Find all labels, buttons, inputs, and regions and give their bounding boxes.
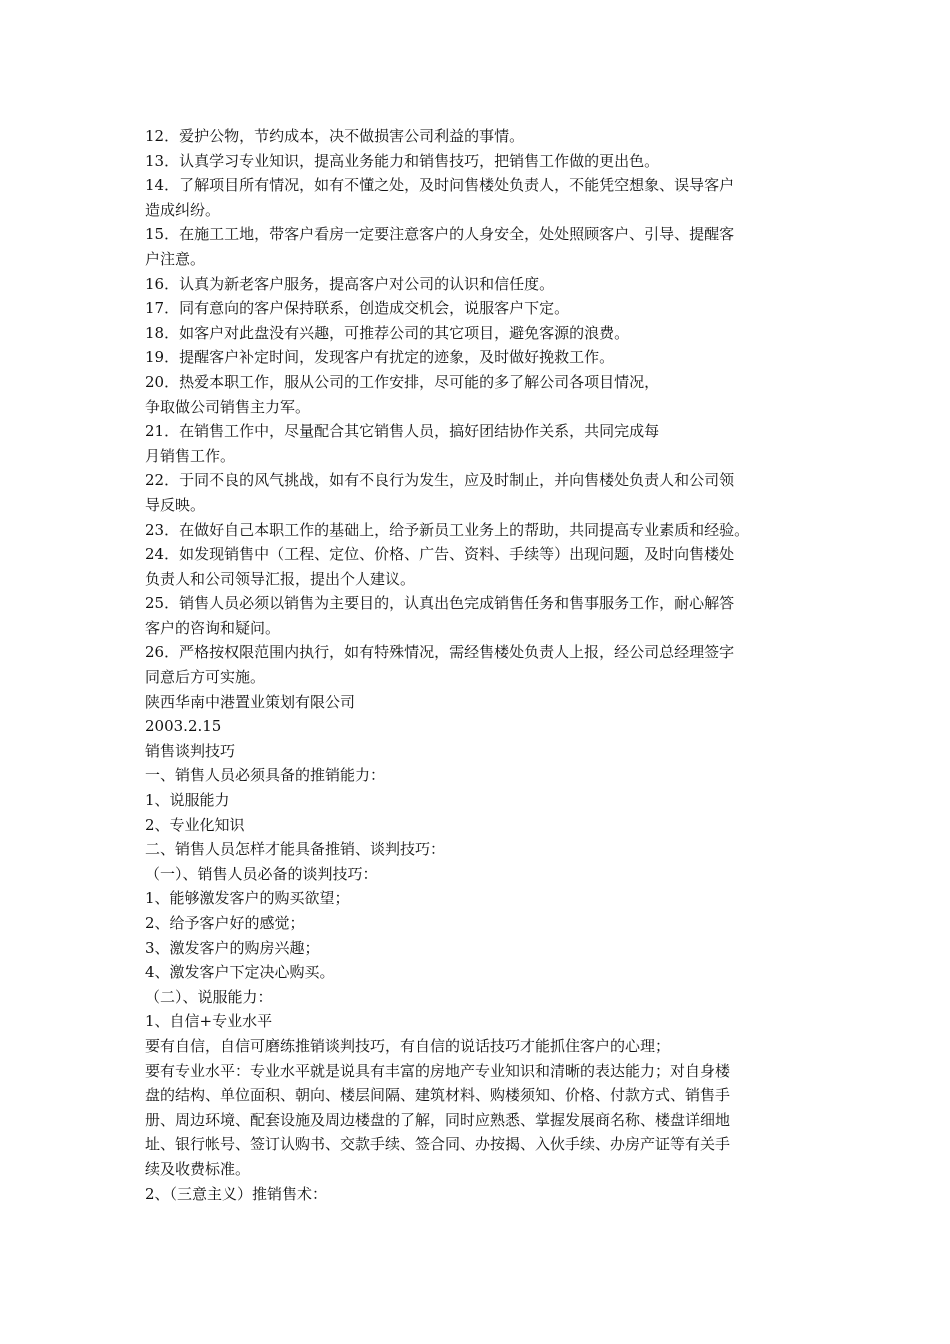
text-line: 24．如发现销售中（工程、定位、价格、广告、资料、手续等）出现问题，及时向售楼处 bbox=[145, 545, 735, 564]
text-line: 18．如客户对此盘没有兴趣，可推荐公司的其它项目，避免客源的浪费。 bbox=[145, 323, 630, 342]
text-line: 户注意。 bbox=[145, 249, 206, 268]
text-line: 址、银行帐号、签订认购书、交款手续、签合同、办按揭、入伙手续、办房产证等有关手 bbox=[145, 1135, 731, 1154]
subsection-heading: （一）、销售人员必备的谈判技巧： bbox=[145, 864, 378, 883]
text-line: 2、专业化知识 bbox=[145, 815, 245, 834]
text-line: 25．销售人员必须以销售为主要目的，认真出色完成销售任务和售事服务工作，耐心解答 bbox=[145, 594, 735, 613]
text-line: 20．热爱本职工作，服从公司的工作安排，尽可能的多了解公司各项目情况， bbox=[145, 372, 660, 391]
text-line: 1、能够激发客户的购买欲望； bbox=[145, 889, 350, 908]
document-body bbox=[145, 124, 810, 1206]
text-line: 要有专业水平：专业水平就是说具有丰富的房地产专业知识和清晰的表达能力；对自身楼 bbox=[145, 1061, 731, 1080]
company-name: 陕西华南中港置业策划有限公司 bbox=[145, 692, 356, 711]
text-line: 3、激发客户的购房兴趣； bbox=[145, 938, 320, 957]
text-line: 造成纠纷。 bbox=[145, 200, 221, 219]
document-date: 2003.2.15 bbox=[145, 717, 222, 736]
text-line: 月销售工作。 bbox=[145, 446, 236, 465]
text-line: 导反映。 bbox=[145, 495, 206, 514]
text-line: 4、激发客户下定决心购买。 bbox=[145, 963, 335, 982]
text-line: 2、给予客户好的感觉； bbox=[145, 914, 305, 932]
text-line: 21．在销售工作中，尽量配合其它销售人员，搞好团结协作关系，共同完成每 bbox=[145, 422, 660, 441]
section-heading: 一、销售人员必须具备的推销能力： bbox=[145, 766, 386, 785]
text-line: 22．于同不良的风气挑战，如有不良行为发生，应及时制止，并向售楼处负责人和公司领 bbox=[145, 471, 735, 490]
text-line: 客户的咨询和疑问。 bbox=[145, 618, 281, 637]
text-line: 争取做公司销售主力军。 bbox=[145, 397, 311, 416]
text-line: 26．严格按权限范围内执行，如有特殊情况，需经售楼处负责人上报，经公司总经理签字 bbox=[145, 643, 735, 662]
section-title: 销售谈判技巧 bbox=[145, 741, 236, 760]
text-line: 1、自信+专业水平 bbox=[145, 1012, 273, 1031]
text-line: 23．在做好自己本职工作的基础上，给予新员工业务上的帮助，共同提高专业素质和经验。 bbox=[145, 520, 750, 539]
text-line: 16．认真为新老客户服务，提高客户对公司的认识和信任度。 bbox=[145, 274, 555, 293]
text-line: 2、（三意主义）推销售术： bbox=[145, 1184, 328, 1203]
subsection-heading: （二）、说服能力： bbox=[145, 987, 273, 1006]
text-line: 负责人和公司领导汇报，提出个人建议。 bbox=[145, 569, 416, 588]
text-line: 盘的结构、单位面积、朝向、楼层间隔、建筑材料、购楼须知、价格、付款方式、销售手 bbox=[145, 1086, 731, 1105]
text-line: 1、说服能力 bbox=[145, 791, 230, 810]
text-line: 15．在施工工地，带客户看房一定要注意客户的人身安全，处处照顾客户、引导、提醒客 bbox=[145, 225, 735, 244]
text-line: 13．认真学习专业知识，提高业务能力和销售技巧，把销售工作做的更出色。 bbox=[145, 151, 660, 170]
text-line: 册、周边环境、配套设施及周边楼盘的了解，同时应熟悉、掌握发展商名称、楼盘详细地 bbox=[145, 1110, 731, 1129]
text-line: 14．了解项目所有情况，如有不懂之处，及时问售楼处负责人，不能凭空想象、误导客户 bbox=[145, 176, 735, 195]
text-line: 19．提醒客户补定时间，发现客户有扰定的迹象，及时做好挽救工作。 bbox=[145, 348, 615, 367]
text-line: 要有自信，自信可磨练推销谈判技巧，有自信的说话技巧才能抓住客户的心理； bbox=[145, 1036, 671, 1055]
text-line: 同意后方可实施。 bbox=[145, 668, 266, 687]
section-heading: 二、销售人员怎样才能具备推销、谈判技巧： bbox=[145, 840, 446, 859]
text-line: 17．同有意向的客户保持联系，创造成交机会，说服客户下定。 bbox=[145, 299, 570, 318]
text-line: 续及收费标准。 bbox=[145, 1159, 251, 1178]
text-line: 12．爱护公物，节约成本，决不做损害公司利益的事情。 bbox=[145, 127, 525, 145]
